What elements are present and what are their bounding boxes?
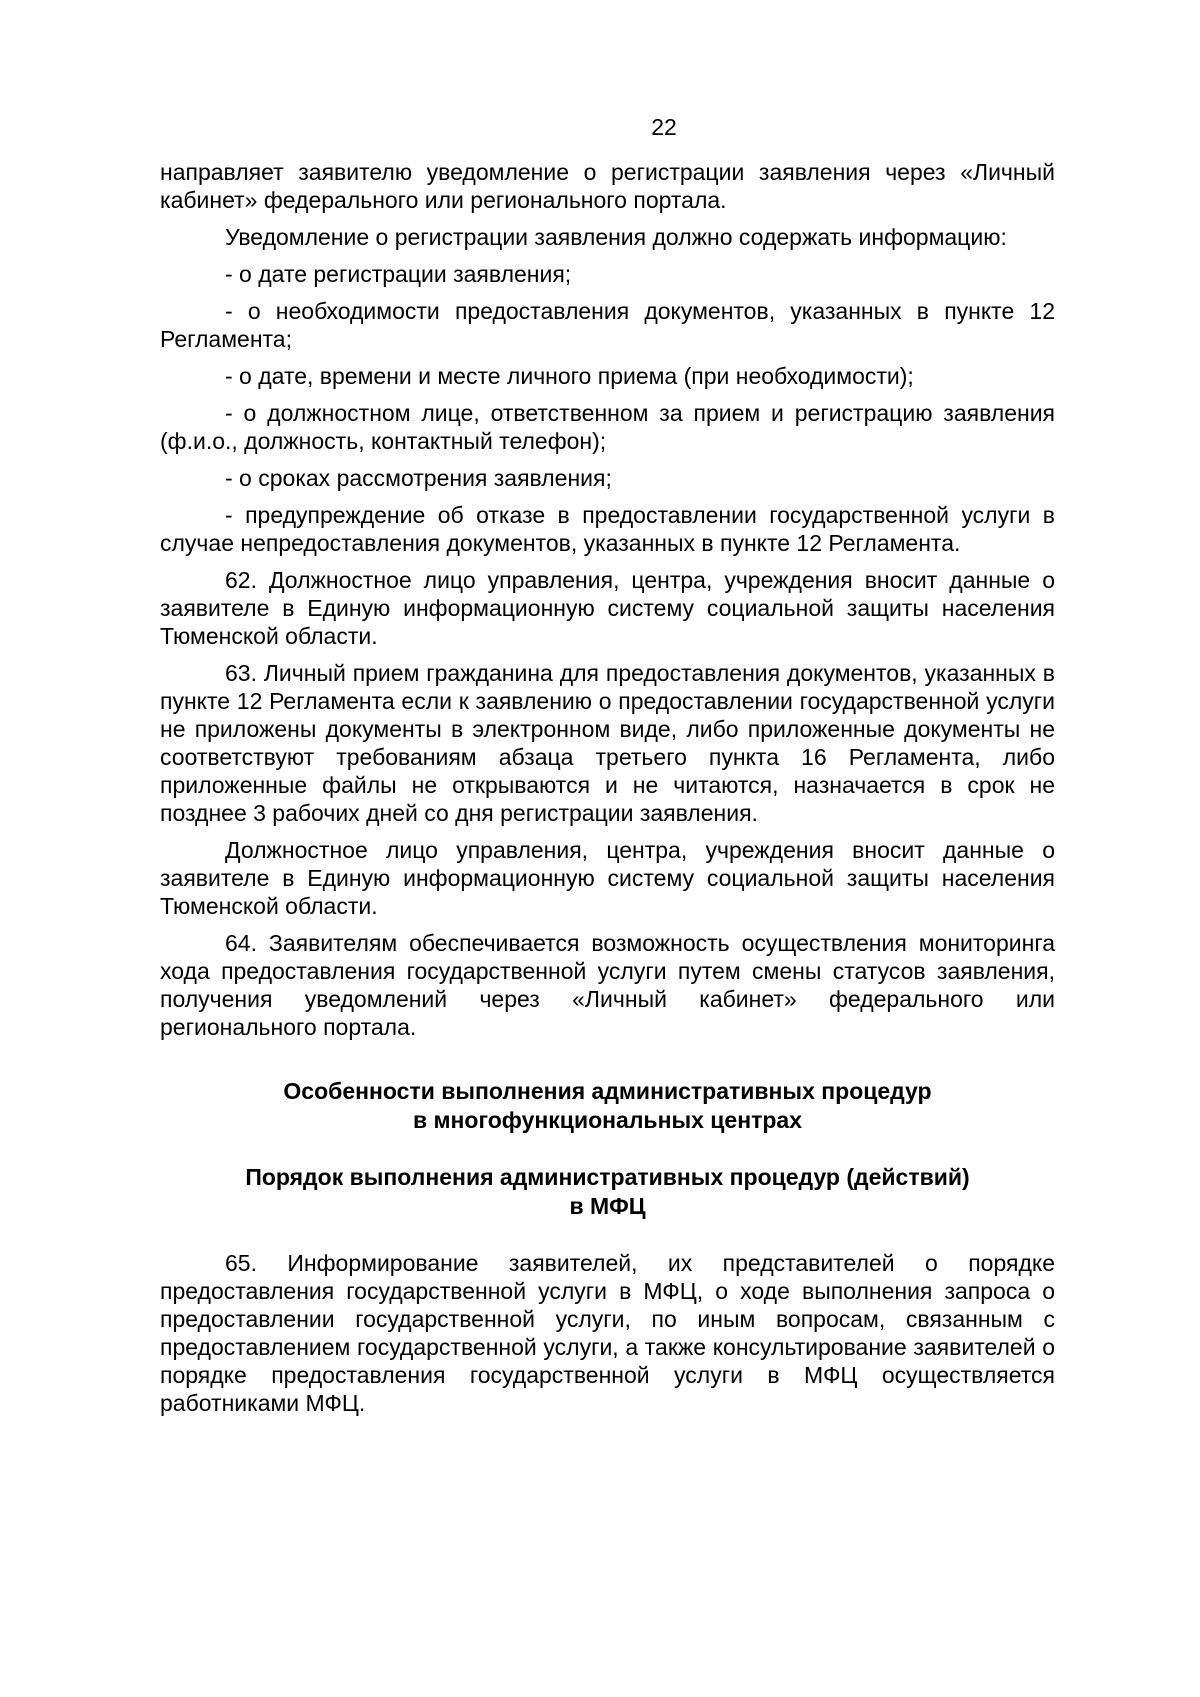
- paragraph-63-continued: Должностное лицо управления, центра, учреждения вносит данные о заявителе в Единую информационную систему социальной защиты населения Тюменской области.: [160, 837, 1055, 919]
- list-item-appointment: - о дате, времени и месте личного приема (при необходимости);: [225, 363, 914, 389]
- subsection-heading-line-1: Порядок выполнения административных процедур (действий): [245, 1164, 970, 1190]
- list-item-review-terms: - о сроках рассмотрения заявления;: [225, 465, 612, 491]
- paragraph-63: 63. Личный прием гражданина для предоставления документов, указанных в пункте 12 Регламента если к заявлению о предоставлении государственной услуги не приложены документы в электронном виде, либо приложенные документы не соответствуют требованиям абзаца третьего пункта 16 Регламента, либо приложенные файлы не открываются и не читаются, назначается в срок не позднее 3 рабочих дней со дня регистрации заявления.: [160, 660, 1055, 826]
- subsection-heading-line-2: в МФЦ: [569, 1193, 646, 1219]
- list-item-registration-date: - о дате регистрации заявления;: [225, 261, 572, 287]
- paragraph-notification-intro: Уведомление о регистрации заявления должно содержать информацию:: [225, 224, 1007, 250]
- list-item-documents-needed: - о необходимости предоставления документов, указанных в пункте 12 Регламента;: [160, 298, 1055, 352]
- paragraph-continued: направляет заявителю уведомление о регистрации заявления через «Личный кабинет» федерального или регионального портала.: [160, 159, 1055, 213]
- list-item-official: - о должностном лице, ответственном за прием и регистрацию заявления (ф.и.о., должность, контактный телефон);: [160, 400, 1055, 454]
- paragraph-64: 64. Заявителям обеспечивается возможность осуществления мониторинга хода предоставления государственной услуги путем смены статусов заявления, получения уведомлений через «Личный кабинет» федерального или регионального портала.: [160, 930, 1055, 1040]
- section-heading-line-1: Особенности выполнения административных процедур: [283, 1078, 932, 1104]
- list-item-refusal-warning: - предупреждение об отказе в предоставлении государственной услуги в случае непредоставления документов, указанных в пункте 12 Регламента.: [160, 502, 1055, 556]
- document-body: [160, 158, 1055, 1426]
- section-heading-line-2: в многофункциональных центрах: [412, 1107, 803, 1133]
- page-number: 22: [651, 114, 677, 140]
- section-heading-mfc-features: [160, 1077, 1055, 1135]
- paragraph-65: 65. Информирование заявителей, их представителей о порядке предоставления государственной услуги в МФЦ, о ходе выполнения запроса о предоставлении государственной услуги, по иным вопросам, связанным с предоставлением государственной услуги, а также консультирование заявителей о порядке предоставления государственной услуги в МФЦ осуществляется работниками МФЦ.: [160, 1250, 1055, 1416]
- paragraph-62: 62. Должностное лицо управления, центра, учреждения вносит данные о заявителе в Единую информационную систему социальной защиты населения Тюменской области.: [160, 567, 1055, 649]
- subsection-heading-mfc-procedure: [160, 1163, 1055, 1221]
